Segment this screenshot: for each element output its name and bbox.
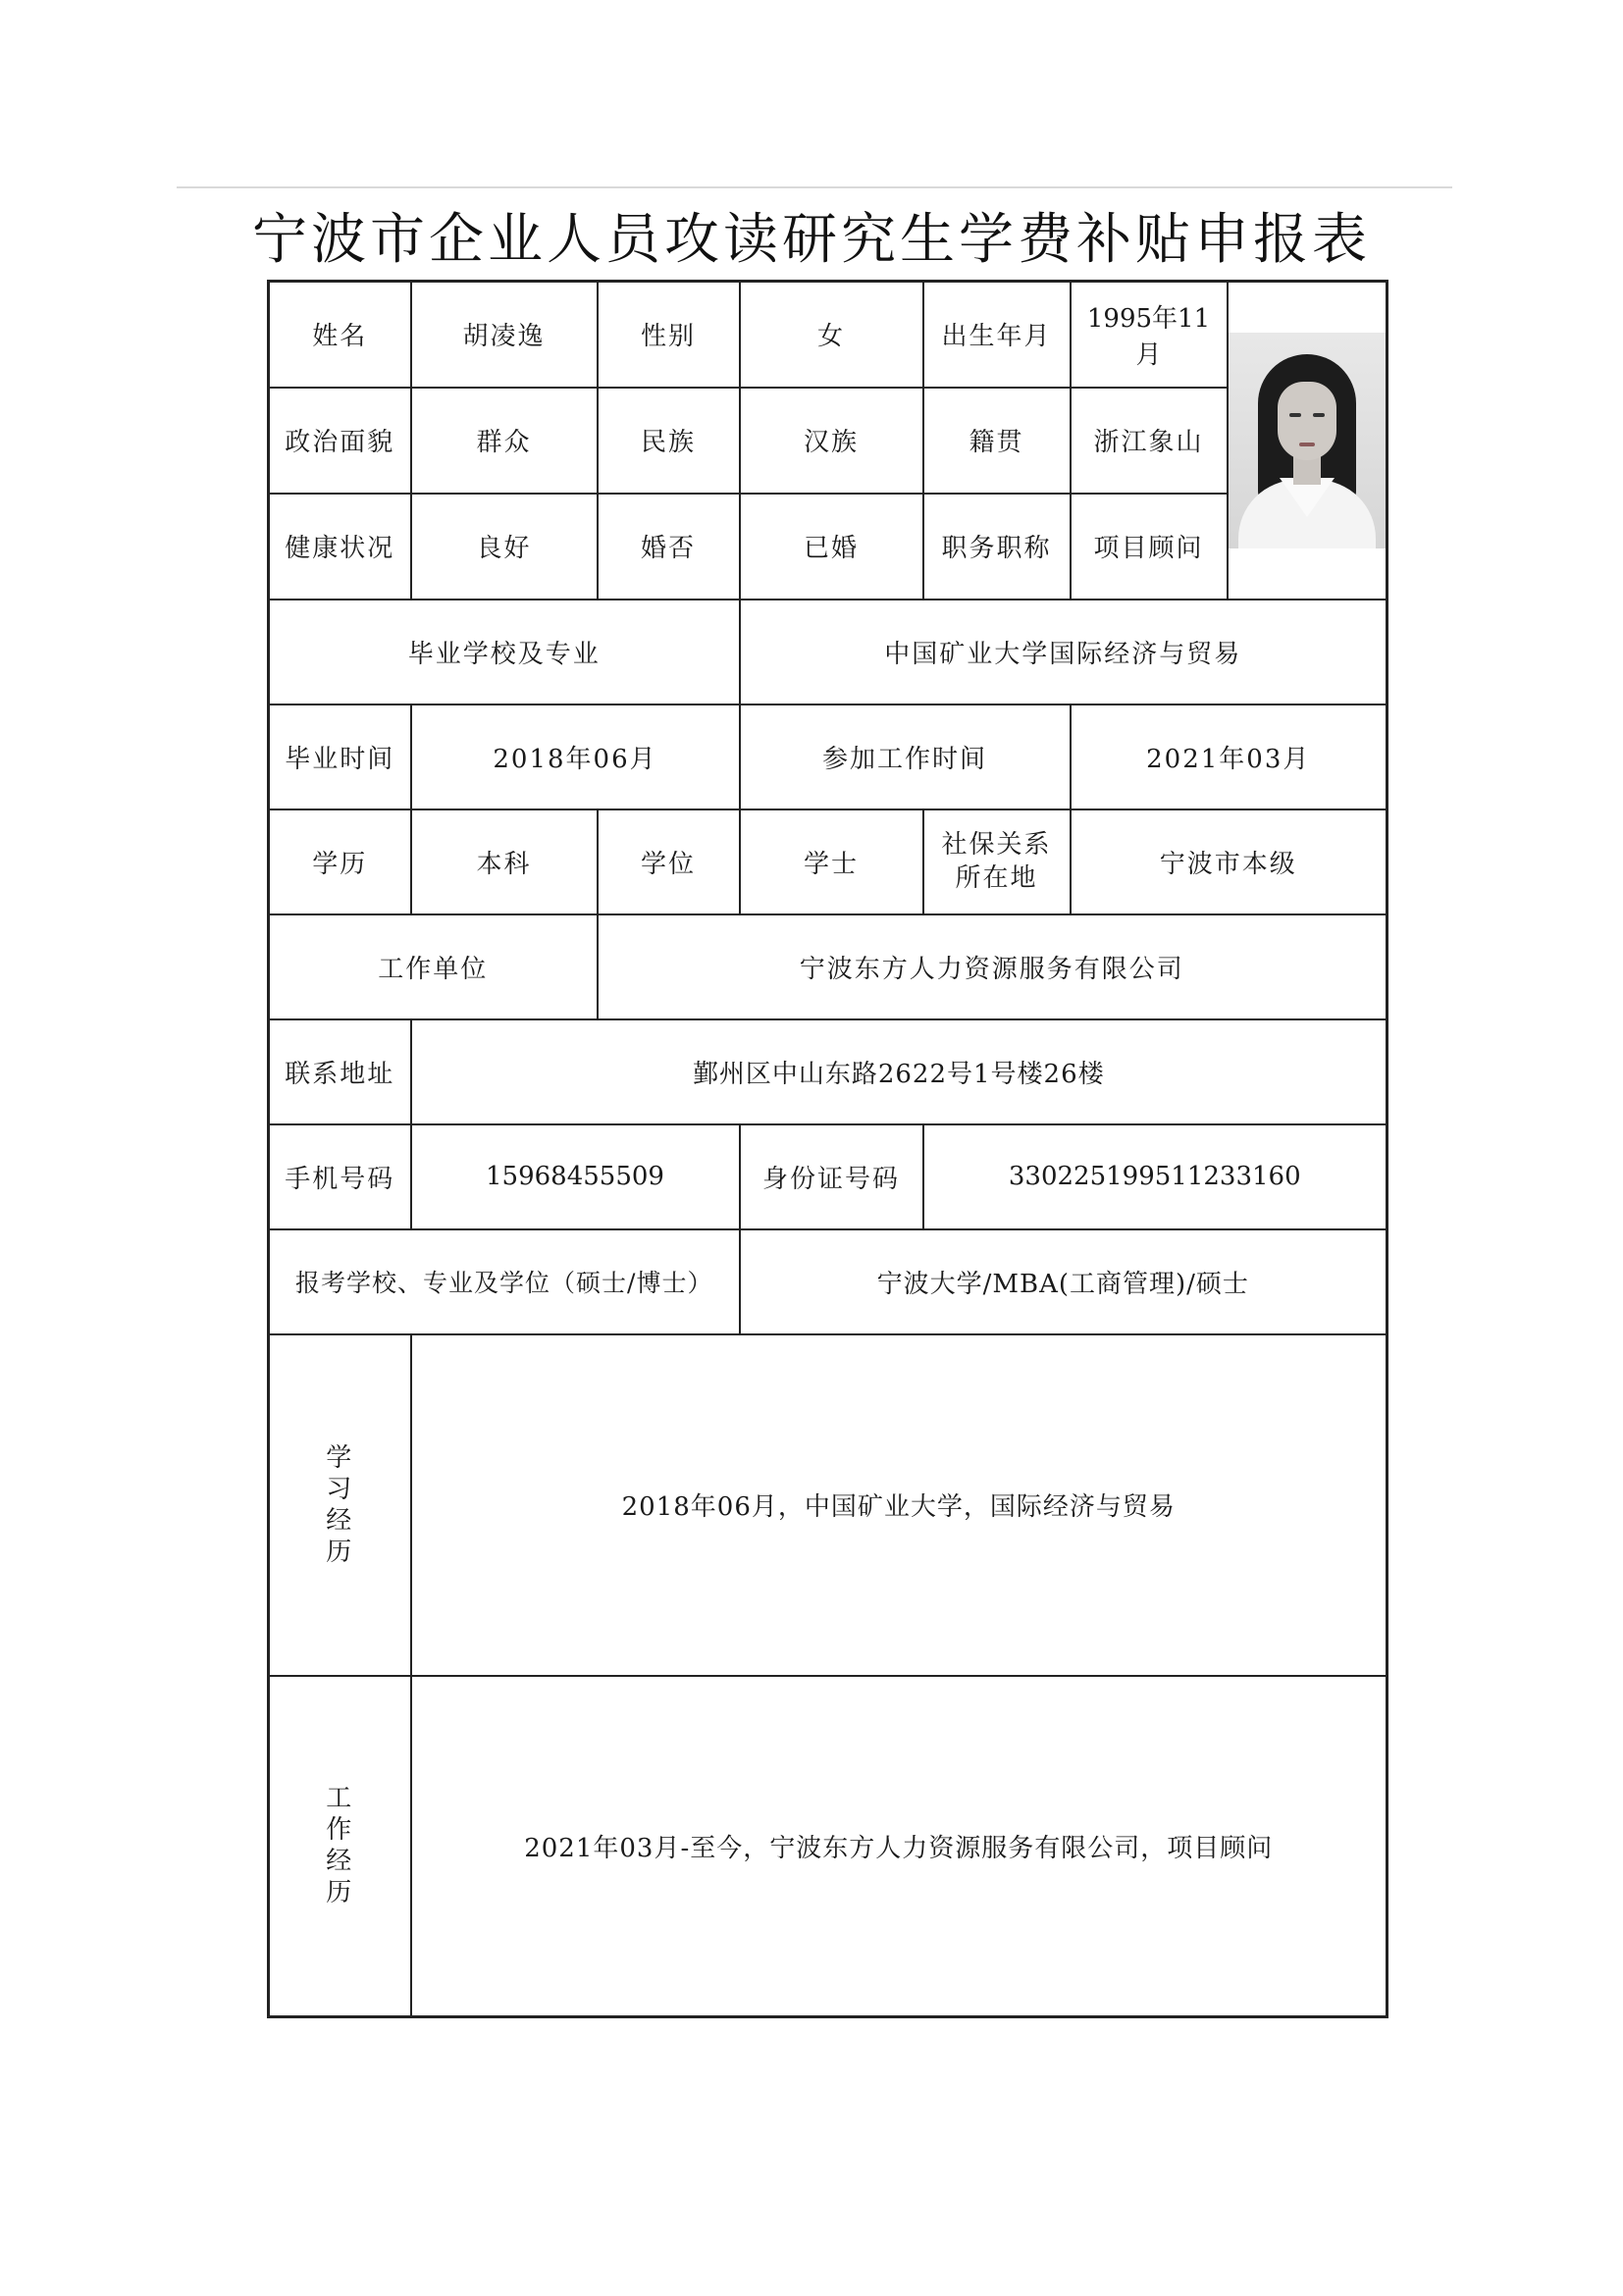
birth-label: 出生年月 [923, 282, 1071, 388]
graduation-label: 毕业时间 [269, 704, 411, 809]
address-value: 鄞州区中山东路2622号1号楼26楼 [411, 1019, 1387, 1124]
application-form [267, 280, 1388, 2018]
ethnicity-value: 汉族 [740, 388, 923, 494]
scan-artifact [177, 186, 1452, 188]
study-history-value: 2018年06月，中国矿业大学，国际经济与贸易 [411, 1334, 1387, 1676]
social-security-label [923, 809, 1071, 914]
marital-label: 婚否 [598, 494, 740, 600]
gender-label: 性别 [598, 282, 740, 388]
native-value: 浙江象山 [1071, 388, 1228, 494]
education-value: 本科 [411, 809, 598, 914]
health-label: 健康状况 [269, 494, 411, 600]
applicant-photo [1229, 333, 1386, 548]
social-security-label-text: 社保关系所在地 [941, 830, 1052, 893]
photo-cell [1228, 282, 1387, 600]
graduation-value: 2018年06月 [411, 704, 740, 809]
birth-value: 1995年11月 [1071, 282, 1228, 388]
form-title: 宁波市企业人员攻读研究生学费补贴申报表 [252, 208, 1371, 272]
school-value: 中国矿业大学国际经济与贸易 [740, 600, 1387, 704]
address-label: 联系地址 [269, 1019, 411, 1124]
study-history-label-text: 学习经历 [326, 1442, 354, 1567]
id-label: 身份证号码 [740, 1124, 923, 1229]
work-history-value: 2021年03月-至今，宁波东方人力资源服务有限公司，项目顾问 [411, 1676, 1387, 2017]
work-history-label-text: 工作经历 [326, 1784, 354, 1908]
phone-label: 手机号码 [269, 1124, 411, 1229]
job-title-label: 职务职称 [923, 494, 1071, 600]
marital-value: 已婚 [740, 494, 923, 600]
apply-value: 宁波大学/MBA(工商管理)/硕士 [740, 1229, 1387, 1334]
gender-value: 女 [740, 282, 923, 388]
social-security-value: 宁波市本级 [1071, 809, 1387, 914]
political-value: 群众 [411, 388, 598, 494]
degree-value: 学士 [740, 809, 923, 914]
school-label: 毕业学校及专业 [269, 600, 740, 704]
health-value: 良好 [411, 494, 598, 600]
apply-label: 报考学校、专业及学位（硕士/博士） [269, 1229, 740, 1334]
study-history-label [269, 1334, 411, 1676]
employer-label: 工作单位 [269, 914, 598, 1019]
ethnicity-label: 民族 [598, 388, 740, 494]
name-label: 姓名 [269, 282, 411, 388]
work-history-label [269, 1676, 411, 2017]
native-label: 籍贯 [923, 388, 1071, 494]
phone-value: 15968455509 [411, 1124, 740, 1229]
degree-label: 学位 [598, 809, 740, 914]
education-label: 学历 [269, 809, 411, 914]
name-value: 胡凌逸 [411, 282, 598, 388]
work-start-value: 2021年03月 [1071, 704, 1387, 809]
work-start-label: 参加工作时间 [740, 704, 1071, 809]
job-title-value: 项目顾问 [1071, 494, 1228, 600]
employer-value: 宁波东方人力资源服务有限公司 [598, 914, 1387, 1019]
political-label: 政治面貌 [269, 388, 411, 494]
id-value: 330225199511233160 [923, 1124, 1387, 1229]
